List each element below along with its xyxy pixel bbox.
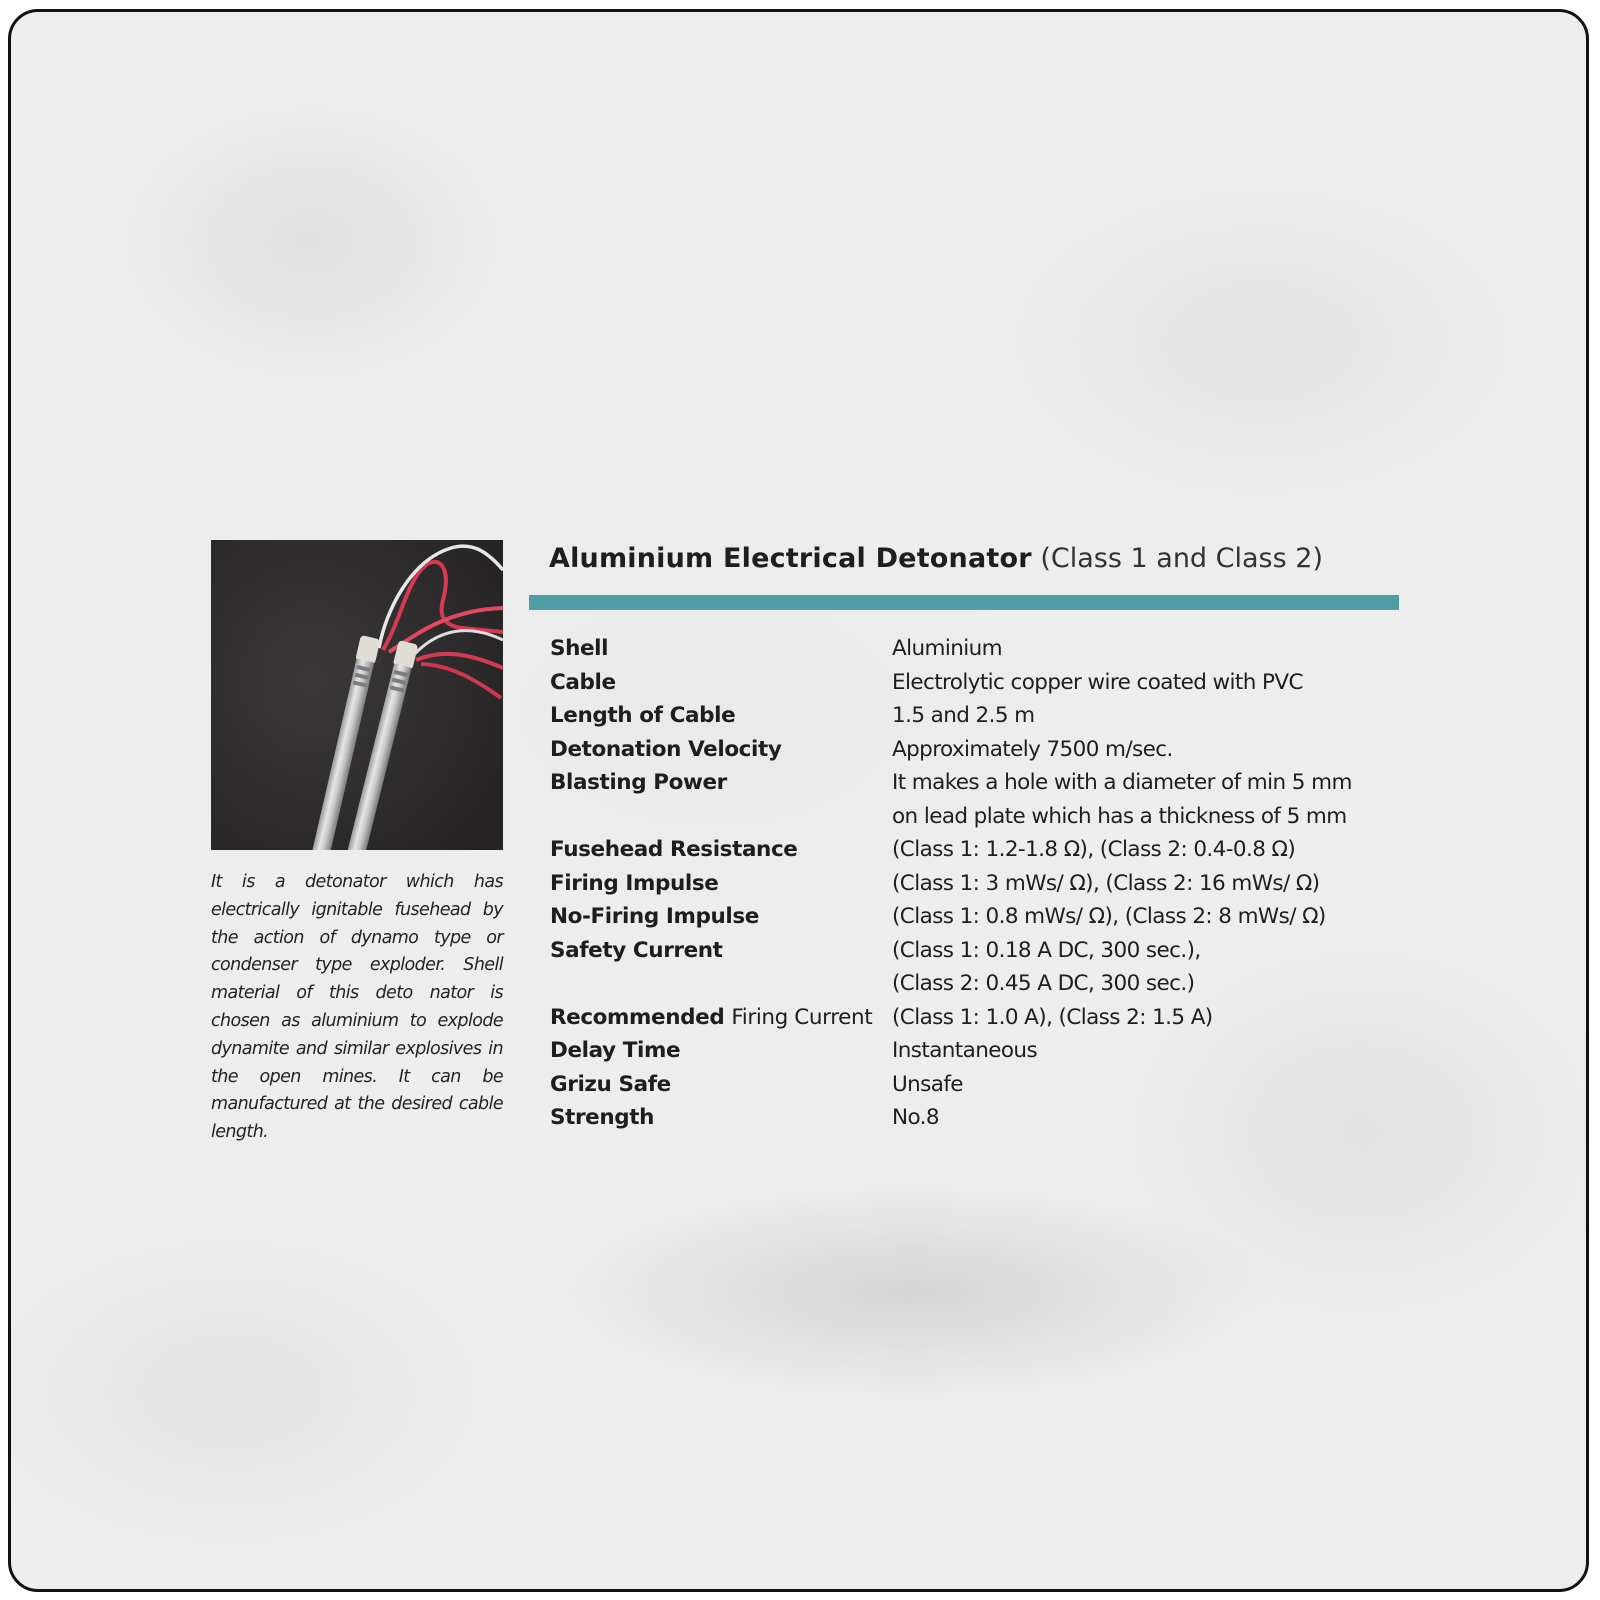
spec-row	[550, 1034, 1410, 1068]
spec-label-text: Firing Impulse	[550, 870, 719, 896]
spec-row	[550, 833, 1410, 867]
spec-label	[550, 934, 892, 968]
spec-value-line: on lead plate which has a thickness of 5 mm	[892, 803, 1347, 829]
spec-label-text: Length of Cable	[550, 703, 736, 728]
spec-value-line: It makes a hole with a diameter of min 5 mm	[892, 770, 1352, 795]
spec-value-line: Unsafe	[892, 1071, 963, 1097]
product-title	[549, 542, 1323, 576]
spec-value-line: (Class 1: 0.18 A DC, 300 sec.),	[892, 937, 1201, 963]
spec-value-line: 1.5 and 2.5 m	[892, 703, 1035, 728]
spec-value	[892, 1034, 1410, 1068]
spec-value	[892, 733, 1410, 767]
spec-row	[550, 766, 1410, 833]
spec-label-text: Safety Current	[550, 937, 723, 963]
spec-row	[550, 666, 1410, 700]
spec-label-text: Shell	[550, 636, 609, 661]
product-title-main: Aluminium Electrical Detonator	[549, 543, 1032, 574]
spec-row	[550, 867, 1410, 901]
spec-label-text: Recommended	[550, 1004, 725, 1030]
spec-label	[550, 1101, 892, 1135]
spec-row	[550, 699, 1410, 733]
spec-table	[550, 632, 1410, 1135]
spec-value	[892, 766, 1410, 833]
spec-value	[892, 900, 1410, 934]
spec-label-text: Fusehead Resistance	[550, 837, 798, 862]
spec-value	[892, 934, 1410, 1001]
spec-row	[550, 1001, 1410, 1035]
spec-value-line: (Class 1: 1.0 A), (Class 2: 1.5 A)	[892, 1004, 1213, 1030]
spec-value	[892, 1101, 1410, 1135]
spec-value-line: Instantaneous	[892, 1038, 1038, 1063]
spec-value	[892, 833, 1410, 867]
spec-label-text: Blasting Power	[550, 770, 727, 795]
product-title-sub: (Class 1 and Class 2)	[1040, 543, 1323, 574]
spec-value-line: Electrolytic copper wire coated with PVC	[892, 669, 1303, 695]
spec-label-text: Strength	[550, 1105, 655, 1130]
spec-label	[550, 632, 892, 666]
spec-value	[892, 699, 1410, 733]
spec-label	[550, 867, 892, 901]
spec-label	[550, 1068, 892, 1102]
detonator-photo-icon	[211, 540, 503, 850]
spec-row	[550, 733, 1410, 767]
spec-label-text: Delay Time	[550, 1038, 681, 1063]
spec-value-line: Aluminium	[892, 636, 1002, 661]
spec-label-text: Grizu Safe	[550, 1071, 671, 1097]
spec-row	[550, 934, 1410, 1001]
spec-label	[550, 1034, 892, 1068]
spec-value-line: (Class 1: 0.8 mWs/ Ω), (Class 2: 8 mWs/ Ω)	[892, 904, 1326, 929]
spec-value-line: No.8	[892, 1105, 939, 1130]
spec-row	[550, 1068, 1410, 1102]
spec-value-line: (Class 2: 0.45 A DC, 300 sec.)	[892, 971, 1195, 996]
spec-row	[550, 900, 1410, 934]
spec-label	[550, 766, 892, 800]
spec-value-line: (Class 1: 3 mWs/ Ω), (Class 2: 16 mWs/ Ω)	[892, 870, 1320, 896]
detonator-illustration	[211, 540, 503, 850]
spec-value	[892, 632, 1410, 666]
product-description: It is a detonator which has electrically ignitable fusehead by the action of dynamo type or condenser type exploder. Shell material of this deto nator is chosen as aluminium to explode dynamite and similar explosives in the open mines. It can be manufactured at the desired cable length.	[211, 872, 503, 1143]
spec-label	[550, 900, 892, 934]
spec-label	[550, 1001, 892, 1035]
spec-row	[550, 632, 1410, 666]
spec-row	[550, 1101, 1410, 1135]
spec-label	[550, 666, 892, 700]
spec-label-text: Detonation Velocity	[550, 736, 782, 762]
spec-value	[892, 867, 1410, 901]
spec-label	[550, 699, 892, 733]
spec-value	[892, 1001, 1410, 1035]
spec-label-text: No-Firing Impulse	[550, 904, 759, 929]
spec-value-line: Approximately 7500 m/sec.	[892, 736, 1173, 762]
spec-value	[892, 666, 1410, 700]
title-divider	[529, 595, 1399, 610]
page-frame	[8, 9, 1589, 1592]
spec-value-line: (Class 1: 1.2-1.8 Ω), (Class 2: 0.4-0.8 Ω)	[892, 837, 1296, 862]
spec-label-text-light: Firing Current	[731, 1004, 873, 1030]
spec-label	[550, 733, 892, 767]
spec-label-text: Cable	[550, 669, 616, 695]
spec-value	[892, 1068, 1410, 1102]
spec-label	[550, 833, 892, 867]
